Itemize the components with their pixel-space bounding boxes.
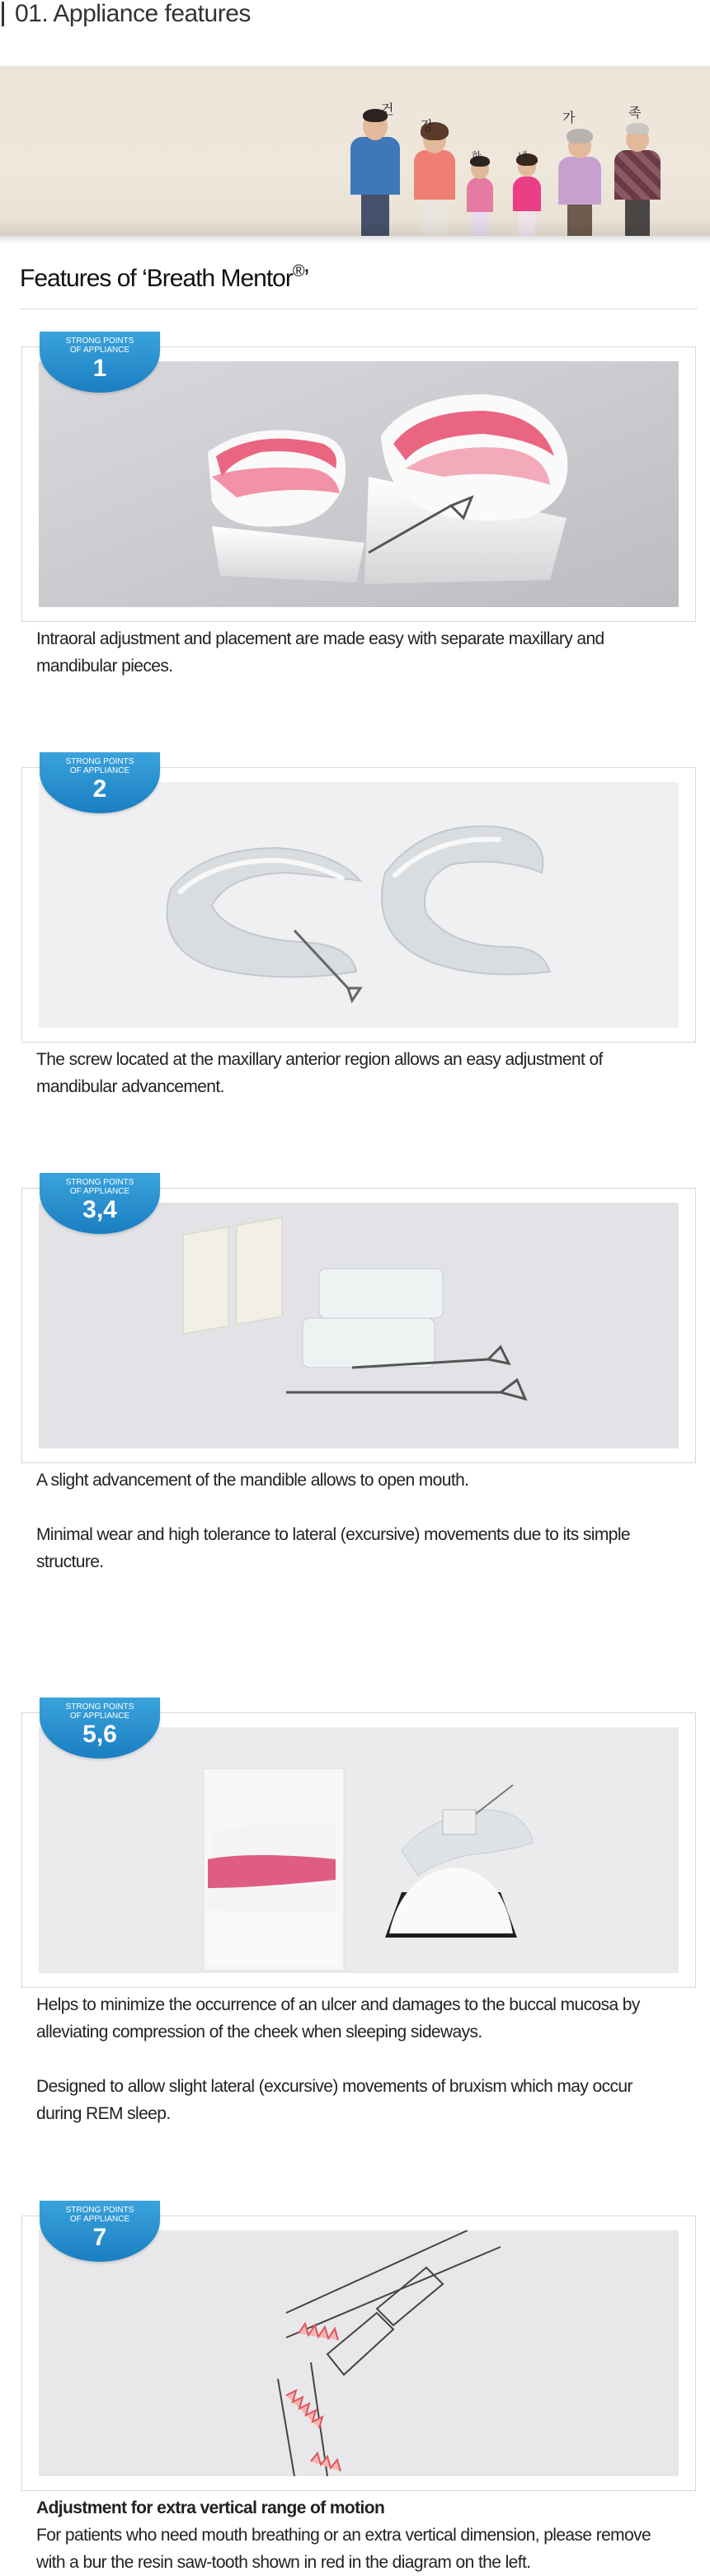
appliance-photo-3-4 (39, 1203, 679, 1448)
section-title: 01. Appliance features (15, 0, 251, 27)
hanja-card-4: 내 (518, 150, 528, 162)
person-grandfather (610, 112, 665, 236)
section-marker (2, 2, 4, 26)
hanja-card-3: 한 (472, 150, 482, 162)
feature-desc-5-6: Helps to minimize the occurrence of an ulcer and damages to the buccal mucosa by alleviating compression of the cheek when sleeping sideways. Designed to allow slight lateral (excursive) movements of bruxism which may occur during REM sleep. (36, 1995, 640, 2123)
hanja-card-5: 가 (562, 111, 576, 125)
badge-2: STRONG POINTS OF APPLIANCE 2 (40, 752, 160, 813)
badge-1: STRONG POINTS OF APPLIANCE 1 (40, 332, 160, 393)
divider (20, 308, 698, 309)
hanja-card-6: 족 (628, 106, 642, 120)
adjustment-diagram (39, 2230, 679, 2476)
appliance-photo-5-6 (39, 1727, 679, 1973)
person-grandmother (554, 120, 605, 236)
family-illustration (338, 82, 668, 236)
section-header (0, 0, 710, 33)
badge-5-6: STRONG POINTS OF APPLIANCE 5,6 (40, 1698, 160, 1759)
feature-desc-7: Adjustment for extra vertical range of motion For patients who need mouth breathing or an extra vertical dimension, please remove with a bur the resin saw-tooth shown in red in the diagram on the left. (36, 2498, 651, 2572)
features-title: Features of ‘Breath Mentor®’ (20, 262, 309, 292)
hanja-card-1: 건 (381, 103, 394, 117)
feature-desc-2: The screw located at the maxillary anterior region allows an easy adjustment of mandibular advancement. (36, 1050, 603, 1096)
appliance-photo-1 (39, 361, 679, 607)
badge-3-4: STRONG POINTS OF APPLIANCE 3,4 (40, 1173, 160, 1234)
badge-7: STRONG POINTS OF APPLIANCE 7 (40, 2201, 160, 2262)
feature-desc-1: Intraoral adjustment and placement are made easy with separate maxillary and mandibular pieces. (36, 629, 604, 676)
family-banner (0, 66, 710, 236)
feature-desc-3-4: A slight advancement of the mandible allows to open mouth. Minimal wear and high tolerance to lateral (excursive) movements due to its simple structure. (36, 1471, 630, 1571)
appliance-photo-2 (39, 782, 679, 1028)
hanja-card-2: 강 (421, 120, 434, 134)
